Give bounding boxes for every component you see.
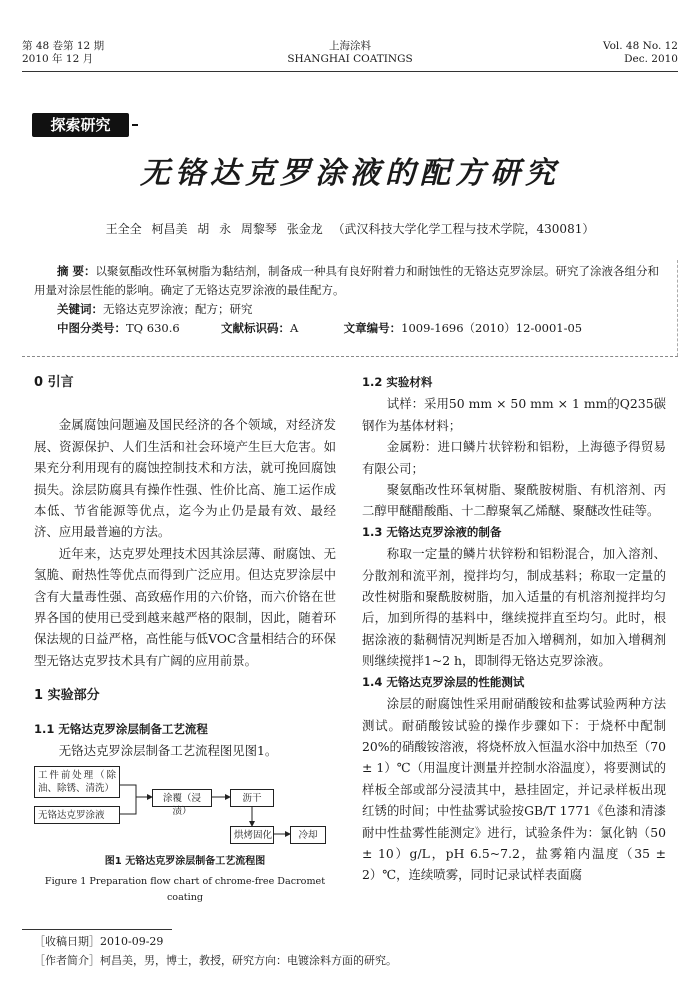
abstract: [34, 262, 666, 300]
received-date: ［收稿日期］2010-09-29: [34, 935, 164, 948]
flow-box-pretreatment: 工件前处理（除油、除锈、清洗）: [34, 766, 120, 798]
keywords-label: 关键词：: [57, 302, 103, 316]
header-rule: [22, 71, 678, 72]
abstract-edge-rule: [677, 260, 678, 356]
experiment-heading: 1 实验部分: [34, 688, 100, 704]
journal-date-en: Dec. 2010: [624, 53, 678, 65]
section-1-1-paragraph: 无铬达克罗涂层制备工艺流程图见图1。: [58, 743, 278, 759]
classification-line: [34, 319, 666, 338]
section-1-3-heading: 1.3 无铬达克罗涂液的制备: [362, 524, 502, 539]
article-title: 无铬达克罗涂液的配方研究: [140, 156, 560, 191]
section-1-4-paragraph: 涂层的耐腐蚀性采用耐硝酸铵和盐雾试验两种方法测试。耐硝酸铵试验的操作步骤如下：于烧杯中配制20%的硝酸铵溶液，将烧杯放入恒温水浴中加热至（70 ± 1）℃（用温度计测量并控制水浴温度），将要测试的样板全部或部分浸渍其中，悬挂固定，并记录样板出现红锈的时间；中性盐雾试验按GB/T 1771《色漆和清漆 耐中性盐雾性能测定》进行，试验条件为：氯化钠（50 ± 10）g/L，pH 6.5~7.2，盐雾箱内温度（35 ± 2）℃，连续喷雾，同时记录试样表面腐: [362, 696, 666, 883]
journal-name-cn: 上海涂料: [329, 40, 371, 52]
article-no-label: 文章编号：: [343, 321, 402, 335]
section-tag-accent: [132, 124, 138, 126]
abstract-divider: [22, 356, 678, 357]
materials-resins: 聚氨酯改性环氧树脂、聚酰胺树脂、有机溶剂、丙二醇甲醚醋酸酯、十二醇聚氧乙烯醚、聚醚改性硅等。: [362, 482, 666, 519]
flow-box-dip-coat: 涂覆（浸渍）: [152, 789, 212, 807]
article-no-value: 1009-1696（2010）12-0001-05: [401, 321, 583, 335]
flow-connector-upper: [120, 785, 152, 797]
footnote-rule: [22, 929, 172, 930]
abstract-text: 以聚氨酯改性环氧树脂为黏结剂，制备成一种具有良好附着力和耐蚀性的无铬达克罗涂层。研究了涂液各组分和用量对涂层性能的影响。确定了无铬达克罗涂液的最佳配方。: [34, 264, 660, 297]
left-column: [34, 372, 336, 906]
keywords-text: 无铬达克罗涂液；配方；研究: [103, 302, 253, 316]
abstract-label: 摘 要：: [57, 264, 96, 278]
intro-paragraph-2: 近年来，达克罗处理技术因其涂层薄、耐腐蚀、无氢脆、耐热性等优点而得到广泛应用。但达克罗涂层中含有大量毒性强、高致癌作用的六价铬，而六价铬在世界各国的使用已受到越来越严格的限制，因此，随着环保法规的日益严格，高性能与低VOC含量相结合的环保型无铬达克罗技术具有广阔的应用前景。: [34, 545, 336, 668]
right-column: [362, 372, 666, 886]
journal-name-en: SHANGHAI COATINGS: [287, 53, 413, 65]
section-1-2-heading: 1.2 实验材料: [362, 375, 433, 389]
doc-code-label: 文献标识码：: [221, 321, 290, 335]
footnote: [34, 932, 674, 970]
flow-box-cool: 冷却: [290, 826, 326, 844]
intro-heading: 0 引言: [34, 375, 74, 390]
figure-1-caption-en: Figure 1 Preparation flow chart of chrome-free Dacromet coating: [44, 875, 326, 903]
flow-box-drain: 沥干: [230, 789, 274, 807]
flow-box-bake-cure: 烘烤固化: [230, 826, 274, 844]
section-1-4-heading: 1.4 无铬达克罗涂层的性能测试: [362, 674, 525, 689]
author-line: 王全全 柯昌美 胡 永 周黎琴 张金龙 （武汉科技大学化学工程与技术学院，430081）: [105, 222, 595, 236]
materials-metal-powder: 金属粉：进口鳞片状锌粉和铝粉，上海德予得贸易有限公司；: [362, 439, 666, 476]
journal-volume-en: [603, 40, 678, 66]
journal-volume-info: [22, 40, 104, 66]
journal-volume-en-line: Vol. 48 No. 12: [602, 40, 678, 52]
flow-connector-lower: [120, 797, 136, 814]
materials-specimen: 试样：采用50 mm × 50 mm × 1 mm的Q235碳钢作为基体材料；: [362, 396, 666, 433]
keywords: [34, 300, 666, 319]
section-tag: 探索研究: [32, 113, 129, 137]
flow-box-coating-liquid: 无铬达克罗涂液: [34, 806, 120, 824]
intro-paragraph-1: 金属腐蚀问题遍及国民经济的各个领域，对经济发展、资源保护、人们生活和社会环境产生巨大危害。如果充分利用现有的腐蚀控制技术和方法，就可挽回腐蚀损失。涂层防腐具有操作性强、性价比高、施工运作成本低、节省能源等优点，迄今为止仍是最有效、最经济、应用最普遍的方法。: [34, 417, 336, 540]
clc-label: 中图分类号：: [57, 321, 126, 335]
doc-code-value: A: [290, 321, 299, 335]
journal-date: 2010 年 12 月: [22, 53, 94, 65]
author-bio: ［作者简介］柯昌美，男，博士，教授，研究方向：电镀涂料方面的研究。: [34, 954, 397, 967]
abstract-block: [34, 262, 666, 338]
figure-1-caption-cn: 图1 无铬达克罗涂层制备工艺流程图: [104, 855, 266, 867]
journal-name: [250, 40, 450, 66]
process-flow-diagram: [34, 766, 336, 850]
clc-value: TQ 630.6: [126, 321, 180, 335]
section-1-1-heading: 1.1 无铬达克罗涂层制备工艺流程: [34, 721, 208, 736]
section-1-3-paragraph: 称取一定量的鳞片状锌粉和铝粉混合，加入溶剂、分散剂和流平剂，搅拌均匀，制成基料；称取一定量的改性树脂和聚酰胺树脂，加入适量的有机溶剂搅拌均匀后，加到所得的基料中，继续搅拌直至均匀。此时，根据涂液的黏稠情况判断是否加入增稠剂，如加入增稠剂则继续搅拌1~2 h，即制得无铬达克罗涂液。: [362, 546, 666, 669]
journal-volume: 第 48 卷第 12 期: [22, 40, 105, 52]
